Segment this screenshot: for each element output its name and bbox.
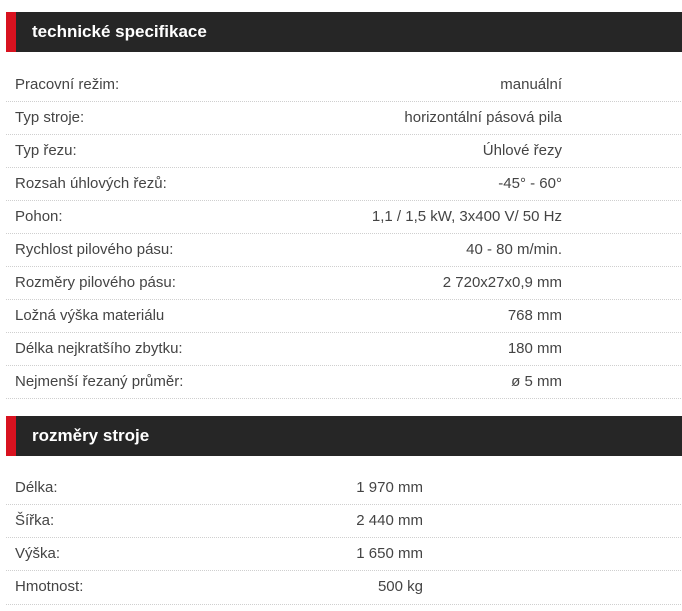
table-row (6, 300, 681, 333)
spec-value: Úhlové řezy (482, 142, 562, 159)
table-row (6, 234, 681, 267)
spec-label: Rozsah úhlových řezů: (15, 175, 167, 192)
dimension-label: Výška: (15, 545, 61, 562)
spec-value: 768 mm (507, 307, 562, 324)
dimensions-header-accent (6, 416, 16, 456)
specs-header-accent (6, 12, 16, 52)
dimension-label: Délka: (15, 479, 58, 496)
spec-value: ø 5 mm (511, 373, 562, 390)
table-row (6, 333, 681, 366)
spec-value: 2 720x27x0,9 mm (442, 274, 562, 291)
spec-value: 1,1 / 1,5 kW, 3x400 V/ 50 Hz (371, 208, 562, 225)
spec-value: horizontální pásová pila (404, 109, 562, 126)
table-row (6, 505, 681, 538)
dimension-value: 500 kg (377, 578, 423, 595)
table-row (6, 135, 681, 168)
table-row (6, 168, 681, 201)
spec-label: Typ stroje: (15, 109, 85, 126)
table-row (6, 69, 681, 102)
table-row (6, 201, 681, 234)
table-row (6, 366, 681, 399)
dimension-label: Šířka: (15, 512, 55, 529)
table-row (6, 102, 681, 135)
specs-table (6, 69, 681, 399)
spec-value: 40 - 80 m/min. (466, 241, 562, 258)
spec-label: Pohon: (15, 208, 63, 225)
spec-label: Pracovní režim: (15, 76, 120, 93)
spec-value: manuální (500, 76, 562, 93)
spec-label: Typ řezu: (15, 142, 77, 159)
spec-label: Délka nejkratšího zbytku: (15, 340, 183, 357)
dimensions-title: rozměry stroje (32, 426, 150, 445)
specs-header (6, 12, 682, 52)
table-row (6, 472, 681, 505)
dimensions-header (6, 416, 682, 456)
spec-label: Ložná výška materiálu (15, 307, 165, 324)
spec-label: Nejmenší řezaný průměr: (15, 373, 184, 390)
dimension-value: 2 440 mm (356, 512, 423, 529)
table-row (6, 571, 681, 605)
dimensions-table (6, 472, 681, 605)
dimension-value: 1 970 mm (356, 479, 423, 496)
table-row (6, 267, 681, 300)
spec-label: Rozměry pilového pásu: (15, 274, 176, 291)
dimension-value: 1 650 mm (356, 545, 423, 562)
dimension-label: Hmotnost: (15, 578, 84, 595)
spec-value: -45° - 60° (498, 175, 562, 192)
specs-title: technické specifikace (32, 22, 207, 41)
spec-label: Rychlost pilového pásu: (15, 241, 174, 258)
spec-value: 180 mm (507, 340, 562, 357)
table-row (6, 538, 681, 571)
